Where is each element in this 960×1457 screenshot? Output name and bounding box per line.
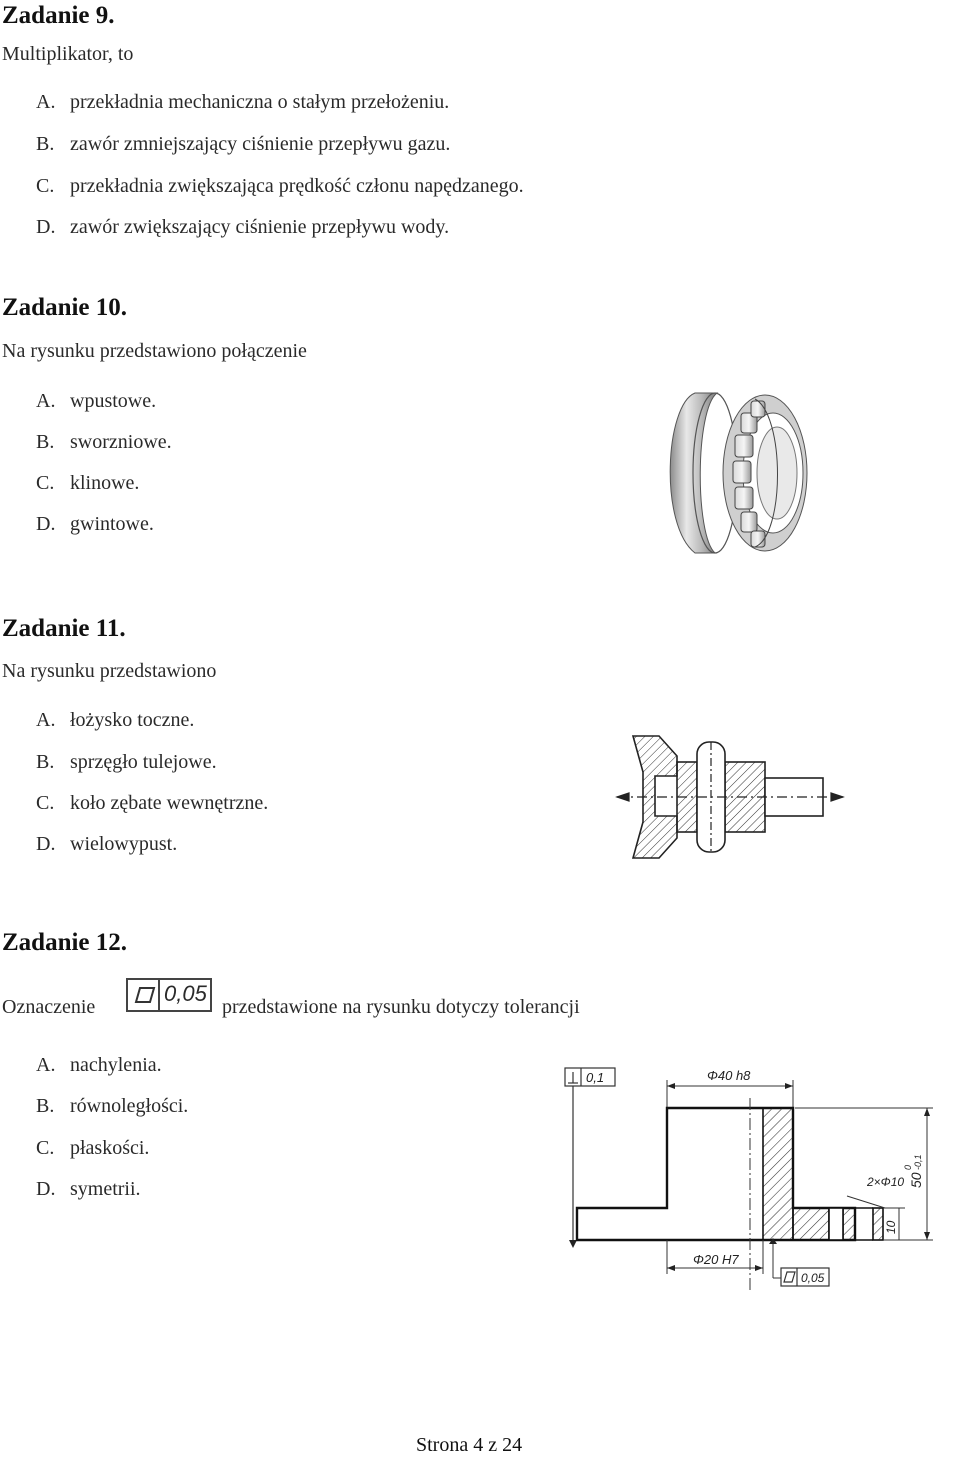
question-9-prompt: Multiplikator, to — [2, 43, 134, 65]
question-10-option-d[interactable] — [36, 513, 154, 536]
option-text: sprzęgło tulejowe. — [70, 751, 217, 773]
question-11-option-b[interactable] — [36, 751, 217, 774]
option-text: koło zębate wewnętrzne. — [70, 792, 269, 814]
option-letter: A. — [36, 1054, 56, 1076]
question-10-option-a[interactable] — [36, 390, 156, 413]
option-text: nachylenia. — [70, 1054, 162, 1076]
option-letter: B. — [36, 431, 55, 453]
question-11-option-c[interactable] — [36, 792, 268, 815]
page-footer: Strona 4 z 24 — [416, 1434, 523, 1456]
option-letter: C. — [36, 472, 55, 494]
question-10-option-c[interactable] — [36, 472, 139, 495]
question-12-prompt-after: przedstawione na rysunku dotyczy tolerancji — [222, 996, 580, 1018]
height-label: 50 — [908, 1172, 924, 1188]
diameter-top-label: Φ40 h8 — [707, 1068, 751, 1083]
symbol-divider — [158, 980, 160, 1010]
height-tol-lower: -0,1 — [913, 1154, 923, 1170]
option-letter: B. — [36, 751, 55, 773]
option-letter: C. — [36, 1137, 55, 1159]
symbol-value: 0,05 — [164, 981, 207, 1006]
question-12-option-a[interactable] — [36, 1054, 162, 1077]
option-text: łożysko toczne. — [70, 709, 195, 731]
question-9-option-d[interactable] — [36, 216, 449, 239]
option-text: równoległości. — [70, 1095, 189, 1117]
flatness-tolerance-symbol — [126, 978, 212, 1012]
option-letter: B. — [36, 133, 55, 155]
question-9-option-b[interactable] — [36, 133, 450, 156]
question-11-prompt: Na rysunku przedstawiono — [2, 660, 217, 682]
question-9-option-c[interactable] — [36, 175, 524, 198]
question-11-title: Zadanie 11. — [2, 615, 126, 642]
option-letter: D. — [36, 513, 56, 535]
option-letter: A. — [36, 390, 56, 412]
option-text: gwintowe. — [70, 513, 154, 535]
option-letter: C. — [36, 792, 55, 814]
option-text: klinowe. — [70, 472, 140, 494]
option-letter: B. — [36, 1095, 55, 1117]
diameter-bottom-label: Φ20 H7 — [693, 1252, 739, 1267]
holes-label: 2×Φ10 — [867, 1175, 905, 1189]
option-text: wpustowe. — [70, 390, 157, 412]
question-12-option-c[interactable] — [36, 1137, 149, 1160]
parallelogram-icon — [134, 986, 156, 1004]
option-text: wielowypust. — [70, 833, 178, 855]
option-text: płaskości. — [70, 1137, 150, 1159]
question-10-title: Zadanie 10. — [2, 294, 128, 321]
option-letter: A. — [36, 709, 56, 731]
question-12-title: Zadanie 12. — [2, 929, 128, 956]
question-10-prompt: Na rysunku przedstawiono połączenie — [2, 340, 307, 362]
flatness-frame-value: 0,05 — [801, 1271, 825, 1285]
tapered-roller-bearing-figure — [655, 385, 815, 560]
option-letter: A. — [36, 91, 56, 113]
question-12-option-d[interactable] — [36, 1178, 141, 1201]
perpendicularity-value: 0,1 — [586, 1070, 605, 1085]
option-letter: D. — [36, 216, 56, 238]
option-text: sworzniowe. — [70, 431, 172, 453]
pin-joint-section-figure — [615, 732, 845, 862]
option-letter: D. — [36, 1178, 56, 1200]
option-letter: D. — [36, 833, 56, 855]
question-10-option-b[interactable] — [36, 431, 172, 454]
question-12-option-b[interactable] — [36, 1095, 188, 1118]
option-text: zawór zmniejszający ciśnienie przepływu gazu. — [70, 133, 451, 155]
question-11-option-d[interactable] — [36, 833, 177, 856]
question-11-option-a[interactable] — [36, 709, 194, 732]
option-letter: C. — [36, 175, 55, 197]
height-tol-upper: 0 — [903, 1164, 913, 1170]
small-dim-label: 10 — [884, 1220, 898, 1234]
option-text: symetrii. — [70, 1178, 141, 1200]
option-text: przekładnia mechaniczna o stałym przełożeniu. — [70, 91, 450, 113]
question-12-prompt-before: Oznaczenie — [2, 996, 96, 1018]
technical-drawing-figure — [555, 1058, 940, 1303]
option-text: przekładnia zwiększająca prędkość członu napędzanego. — [70, 175, 524, 197]
question-9-option-a[interactable] — [36, 91, 449, 114]
question-9-title: Zadanie 9. — [2, 2, 115, 29]
option-text: zawór zwiększający ciśnienie przepływu wody. — [70, 216, 450, 238]
